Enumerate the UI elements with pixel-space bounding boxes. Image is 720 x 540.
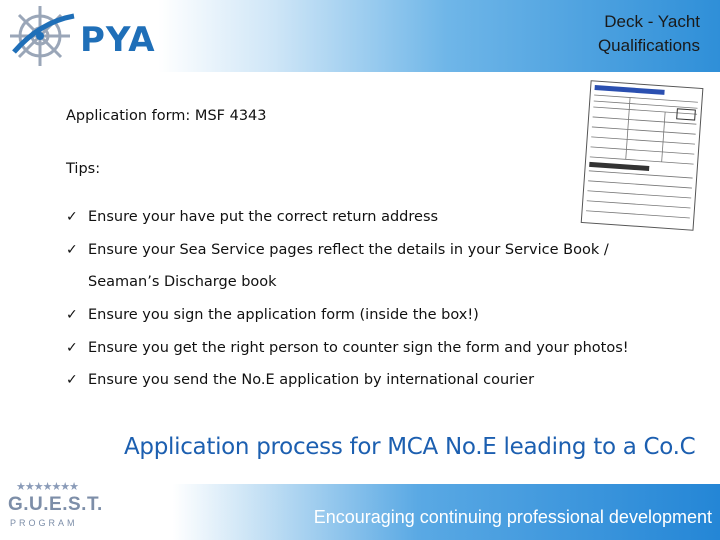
checkmark-icon: ✓ (66, 372, 78, 388)
checkmark-icon: ✓ (66, 307, 78, 323)
guest-subtitle: PROGRAM (10, 518, 78, 528)
list-item: ✓ Ensure you sign the application form (inside the box!) (66, 307, 479, 323)
list-item: ✓ Ensure you send the No.E application by international courier (66, 372, 535, 388)
list-item-continuation: Seaman’s Discharge book (88, 274, 277, 290)
title-line-2: Qualifications (597, 36, 700, 55)
logo-text: PYA (80, 20, 156, 60)
checkmark-icon: ✓ (66, 242, 78, 258)
application-form-image (566, 80, 704, 232)
list-item: ✓ Ensure your Sea Service pages reflect the details in your Service Book / (66, 242, 609, 258)
section-heading: Application process for MCA No.E leading to a Co.C (124, 434, 696, 460)
list-item: ✓ Ensure your have put the correct return address (66, 209, 439, 225)
ship-wheel-icon (4, 2, 84, 70)
stars-icon: ★★★★★★★ (16, 481, 79, 493)
checkmark-icon: ✓ (66, 340, 78, 356)
tips-label: Tips: (66, 161, 101, 177)
checkmark-icon: ✓ (66, 209, 78, 225)
form-number: Application form: MSF 4343 (66, 108, 267, 124)
list-item: ✓ Ensure you get the right person to counter sign the form and your photos! (66, 340, 629, 356)
guest-name: G.U.E.S.T. (8, 494, 103, 515)
page-title (598, 10, 700, 58)
guest-logo (6, 480, 103, 540)
footer-tagline: Encouraging continuing professional development (313, 507, 712, 527)
pya-logo (4, 2, 164, 70)
title-line-1: Deck - Yacht (604, 12, 700, 31)
footer-bar (0, 484, 720, 540)
